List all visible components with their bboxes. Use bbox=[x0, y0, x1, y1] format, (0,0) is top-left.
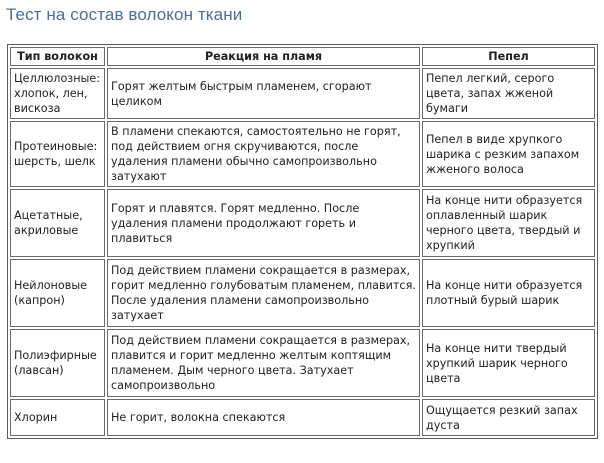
fiber-test-table bbox=[7, 44, 598, 439]
ash-cell: Ощущается резкий запах дуста bbox=[422, 399, 595, 436]
fiber-type-cell: Нейлоновые (капрон) bbox=[10, 259, 105, 327]
flame-reaction-cell: Не горит, волокна спекаются bbox=[107, 399, 420, 436]
ash-cell: Пепел легкий, серого цвета, запах жженой бумаги bbox=[422, 68, 595, 119]
table-row bbox=[10, 329, 595, 397]
table-row bbox=[10, 68, 595, 119]
column-header-flame-reaction: Реакция на пламя bbox=[107, 47, 420, 66]
flame-reaction-cell: Горят и плавятся. Горят медленно. После удаления пламени продолжают гореть и плавиться bbox=[107, 189, 420, 257]
flame-reaction-cell: Горят желтым быстрым пламенем, сгорают целиком bbox=[107, 68, 420, 119]
ash-cell: Пепел в виде хрупкого шарика с резким запахом жженого волоса bbox=[422, 121, 595, 187]
ash-cell: На конце нити образуется оплавленный шарик черного цвета, твердый и хрупкий bbox=[422, 189, 595, 257]
fiber-type-cell: Ацетатные, акриловые bbox=[10, 189, 105, 257]
table-row bbox=[10, 399, 595, 436]
table-row bbox=[10, 121, 595, 187]
page-title: Тест на состав волокон ткани bbox=[6, 5, 243, 24]
column-header-fiber-type: Тип волокон bbox=[10, 47, 105, 66]
flame-reaction-cell: В пламени спекаются, самостоятельно не горят, под действием огня скручиваются, после удаления пламени обычно самопроизвольно затухают bbox=[107, 121, 420, 187]
table-header-row bbox=[10, 47, 595, 66]
flame-reaction-cell: Под действием пламени сокращается в размерах, плавится и горит медленно желтым коптящим пламенем. Дым черного цвета. Затухает самопроизвольно bbox=[107, 329, 420, 397]
fiber-type-cell: Целлюлозные: хлопок, лен, вискоза bbox=[10, 68, 105, 119]
flame-reaction-cell: Под действием пламени сокращается в размерах, горит медленно голубоватым пламенем, плавится. После удаления пламени самопроизвольно затухает bbox=[107, 259, 420, 327]
ash-cell: На конце нити образуется плотный бурый шарик bbox=[422, 259, 595, 327]
table-row bbox=[10, 189, 595, 257]
column-header-ash: Пепел bbox=[422, 47, 595, 66]
table-row bbox=[10, 259, 595, 327]
fiber-type-cell: Протеиновые: шерсть, шелк bbox=[10, 121, 105, 187]
fiber-type-cell: Полиэфирные (лавсан) bbox=[10, 329, 105, 397]
ash-cell: На конце нити твердый хрупкий шарик черного цвета bbox=[422, 329, 595, 397]
fiber-type-cell: Хлорин bbox=[10, 399, 105, 436]
